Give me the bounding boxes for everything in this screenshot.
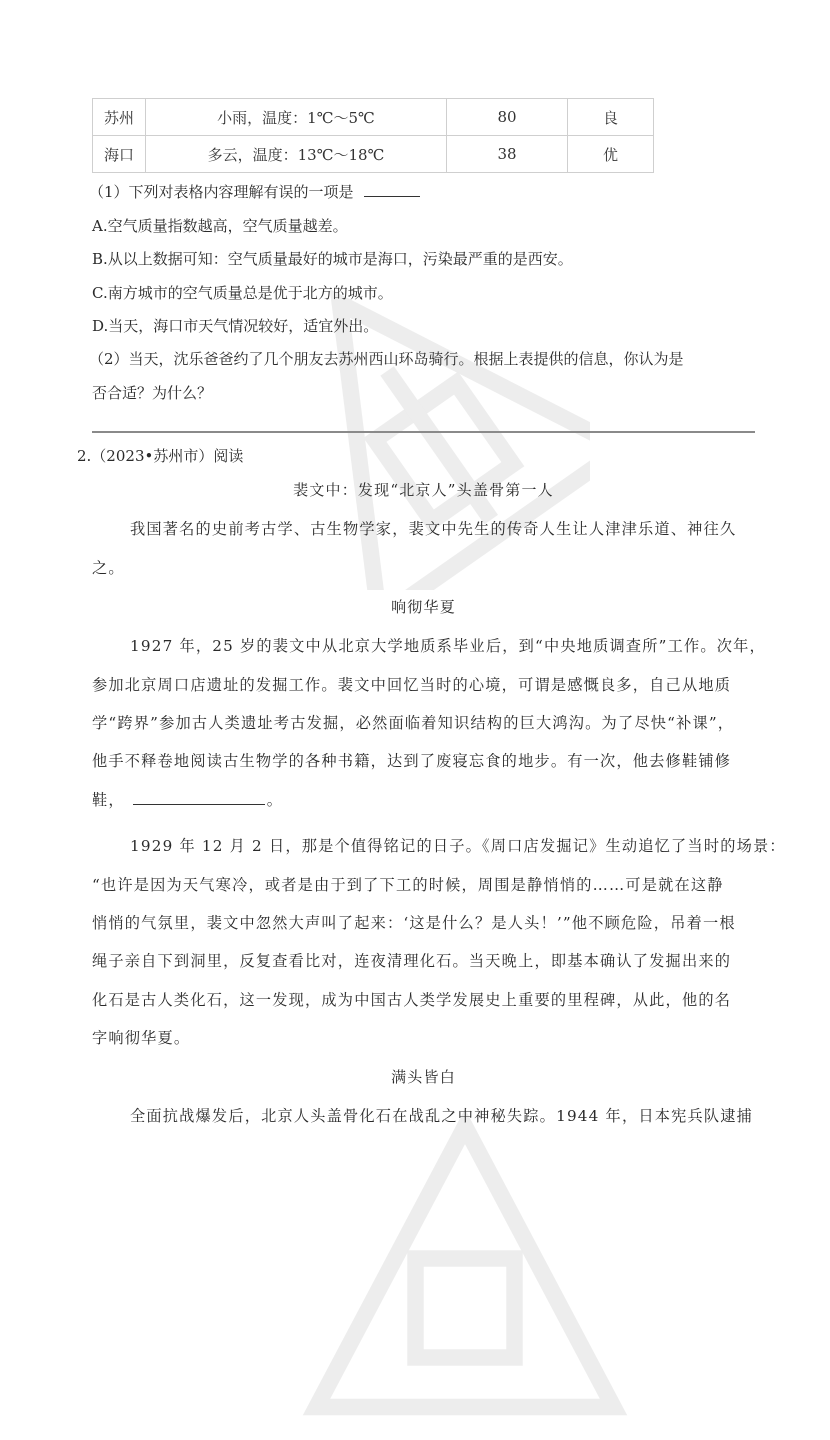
article-title: 裴文中：发现“北京人”头盖骨第一人 bbox=[293, 481, 554, 499]
section-title: 满头皆白 bbox=[391, 1068, 456, 1086]
paragraph-line: 1927 年，25 岁的裴文中从北京大学地质系毕业后，到“中央地质调查所”工作。次年， bbox=[130, 637, 766, 655]
problem-2-header: 2.（2023•苏州市）阅读 bbox=[77, 447, 244, 465]
aqi-cell: 38 bbox=[447, 136, 568, 173]
city-cell: 苏州 bbox=[93, 99, 146, 136]
paragraph-line: 他手不释卷地阅读古生物学的各种书籍，达到了废寝忘食的地步。有一次，他去修鞋铺修 bbox=[92, 752, 732, 770]
paragraph-line: 字响彻华夏。 bbox=[92, 1029, 191, 1047]
paragraph-line: 1929 年 12 月 2 日，那是个值得铭记的日子。《周口店发掘记》生动追忆了当时的场景： bbox=[130, 837, 786, 855]
intro-line: 我国著名的史前考古学、古生物学家，裴文中先生的传奇人生让人津津乐道、神往久 bbox=[130, 520, 737, 538]
table-row bbox=[93, 136, 654, 173]
option-c: C.南方城市的空气质量总是优于北方的城市。 bbox=[92, 284, 393, 302]
aqi-cell: 80 bbox=[447, 99, 568, 136]
section-title: 响彻华夏 bbox=[391, 598, 456, 616]
intro-line: 之。 bbox=[92, 559, 125, 577]
question-2-line2: 否合适？为什么？ bbox=[92, 384, 213, 402]
weather-cell: 小雨，温度：1℃～5℃ bbox=[146, 99, 447, 136]
watermark-logo-icon bbox=[260, 260, 590, 590]
option-d: D.当天，海口市天气情况较好，适宜外出。 bbox=[92, 317, 379, 335]
paragraph-line: 全面抗战爆发后，北京人头盖骨化石在战乱之中神秘失踪。1944 年，日本宪兵队逮捕 bbox=[130, 1107, 754, 1125]
question-1-prompt bbox=[89, 182, 420, 202]
table-row bbox=[93, 99, 654, 136]
fill-in-blank[interactable] bbox=[133, 790, 265, 805]
weather-table bbox=[92, 98, 654, 173]
answer-line[interactable] bbox=[92, 431, 755, 433]
paragraph-line: “也许是因为天气寒冷，或者是由于到了下工的时候，周围是静悄悄的……可是就在这静 bbox=[92, 876, 724, 894]
paragraph-line: 绳子亲自下到洞里，反复查看比对，连夜清理化石。当天晚上，即基本确认了发掘出来的 bbox=[92, 952, 732, 970]
paragraph-line: 参加北京周口店遗址的发掘工作。裴文中回忆当时的心境，可谓是感慨良多，自己从地质 bbox=[92, 676, 732, 694]
paragraph-text: 鞋， bbox=[92, 791, 125, 809]
option-a: A.空气质量指数越高，空气质量越差。 bbox=[92, 217, 348, 235]
answer-blank[interactable] bbox=[364, 182, 420, 197]
city-cell: 海口 bbox=[93, 136, 146, 173]
paragraph-line bbox=[92, 790, 755, 810]
question-1-text: （1）下列对表格内容理解有误的一项是 bbox=[89, 183, 354, 201]
quality-level-cell: 良 bbox=[568, 99, 654, 136]
paragraph-line: 悄悄的气氛里，裴文中忽然大声叫了起来：‘这是什么？是人头！’”他不顾危险，吊着一根 bbox=[92, 914, 736, 932]
watermark-logo-icon bbox=[300, 1110, 630, 1440]
paragraph-line: 学“跨界”参加古人类遗址考古发掘，必然面临着知识结构的巨大鸿沟。为了尽快“补课”， bbox=[92, 714, 735, 732]
paragraph-line: 化石是古人类化石，这一发现，成为中国古人类学发展史上重要的里程碑，从此，他的名 bbox=[92, 991, 732, 1009]
question-2-line1: （2）当天，沈乐爸爸约了几个朋友去苏州西山环岛骑行。根据上表提供的信息，你认为是 bbox=[89, 350, 684, 368]
option-b: B.从以上数据可知：空气质量最好的城市是海口，污染最严重的是西安。 bbox=[92, 250, 573, 268]
quality-level-cell: 优 bbox=[568, 136, 654, 173]
weather-cell: 多云，温度：13℃～18℃ bbox=[146, 136, 447, 173]
paragraph-text: 。 bbox=[266, 791, 284, 809]
